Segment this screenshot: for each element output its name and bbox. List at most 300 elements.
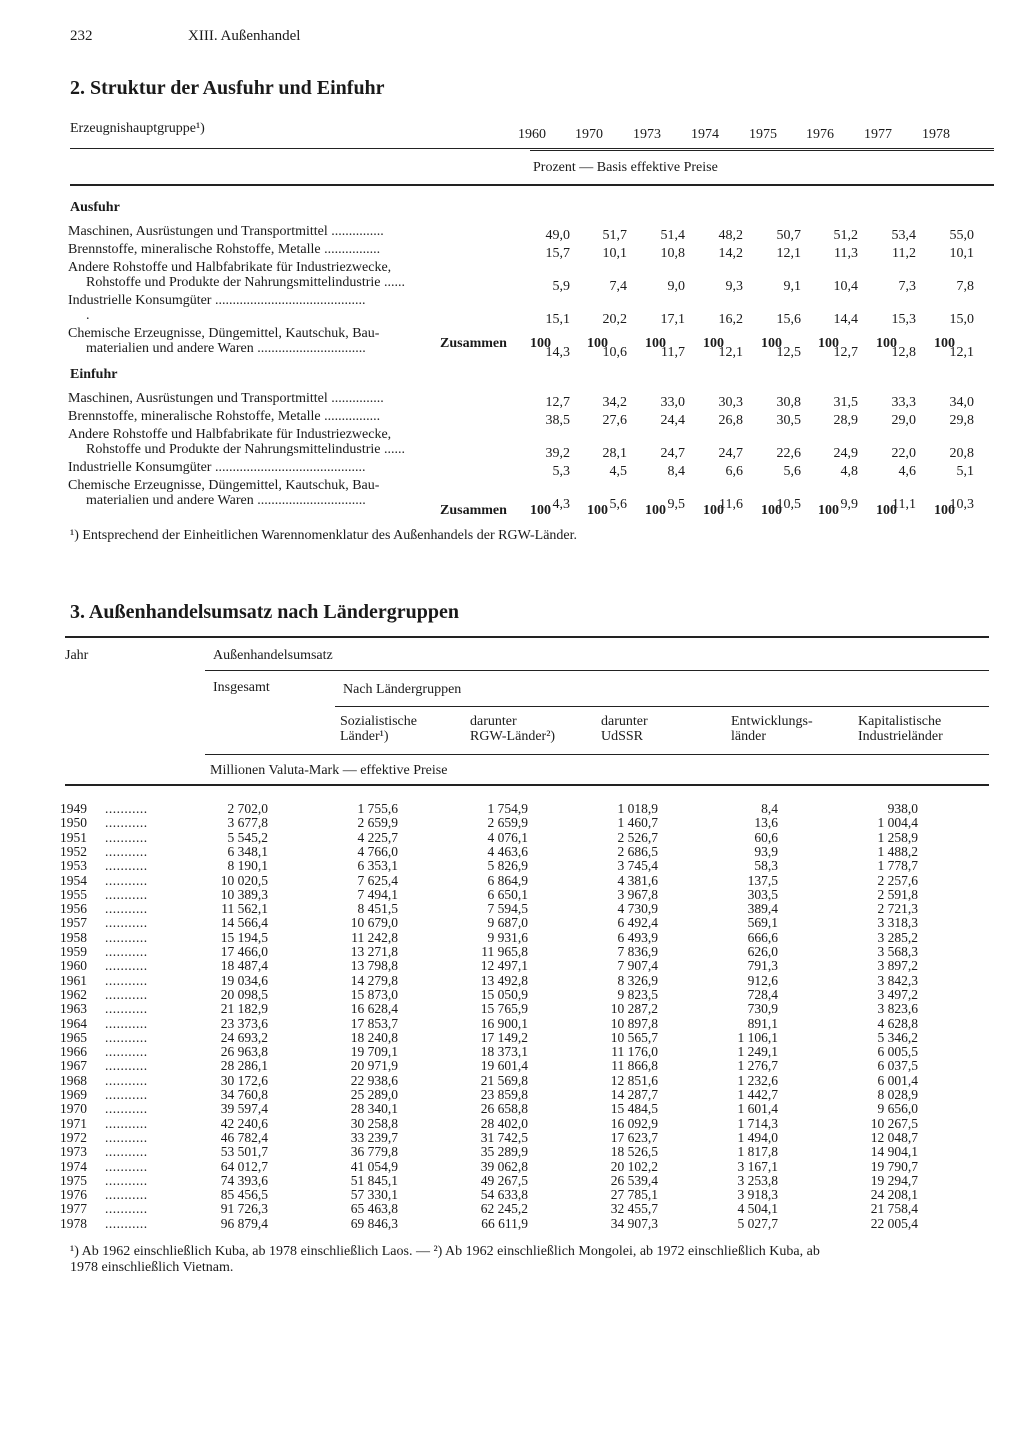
value-cell: 7 494,1 [357,886,398,902]
value-cell: 6 492,4 [617,915,658,931]
subheader-3: Entwicklungs- [731,714,813,729]
table-row [0,958,1024,972]
cell-value: 12,1 [949,345,974,360]
value-cell: 15 050,9 [480,986,528,1002]
value-cell: 1 601,4 [737,1101,778,1117]
cell-value: 6,6 [725,464,743,479]
cell-value: 15,3 [891,312,916,327]
total-value: 100 [645,336,666,351]
cell-value: 11,3 [834,246,858,261]
value-cell: 1 004,4 [877,815,918,831]
table-row [0,873,1024,887]
value-cell: 39 597,4 [220,1101,268,1117]
table-row [0,901,1024,915]
value-cell: 1 778,7 [877,858,918,874]
year-cell: 1956 [60,901,87,917]
table-row [0,1216,1024,1230]
year-cell: 1967 [60,1058,87,1074]
value-cell: 51 845,1 [350,1172,398,1188]
value-cell: 6 353,1 [357,858,398,874]
table3-unit: Millionen Valuta-Mark — effektive Preise [210,763,448,778]
year-header-1973: 1973 [633,127,661,142]
value-cell: 2 686,5 [617,843,658,859]
cell-value: 9,1 [783,279,801,294]
value-cell: 6 650,1 [487,886,528,902]
value-cell: 19 294,7 [870,1172,918,1188]
cell-value: 15,7 [545,246,570,261]
value-cell: 9 931,6 [487,929,528,945]
value-cell: 8 190,1 [227,858,268,874]
value-cell: 3 745,4 [617,858,658,874]
value-cell: 26 539,4 [610,1172,658,1188]
value-cell: 10 565,7 [610,1029,658,1045]
subheader-4: Industrieländer [858,729,943,744]
table-row [0,1016,1024,1030]
year-header-1970: 1970 [575,127,603,142]
value-cell: 6 864,9 [487,872,528,888]
value-cell: 4 628,8 [877,1015,918,1031]
leader-dots: ........... [105,843,148,859]
cell-value: 28,9 [833,413,858,428]
year-cell: 1954 [60,872,87,888]
cell-value: 10,3 [949,497,974,512]
value-cell: 3 285,2 [877,929,918,945]
table-row [0,830,1024,844]
value-cell: 2 659,9 [487,815,528,831]
chapter-title: XIII. Außenhandel [188,28,301,44]
value-cell: 3 568,3 [877,944,918,959]
cell-value: 11,7 [661,345,685,360]
value-cell: 85 456,5 [220,1187,268,1203]
value-cell: 9 687,0 [487,915,528,931]
cell-value: 8,4 [667,464,685,479]
table-row [0,987,1024,1001]
cell-value: 9,0 [667,279,685,294]
total-value: 100 [703,503,724,518]
subheader-3: länder [731,729,766,744]
value-cell: 21 182,9 [220,1001,268,1017]
value-cell: 1 460,7 [617,815,658,831]
cell-value: 9,5 [667,497,685,512]
year-header-1978: 1978 [922,127,950,142]
value-cell: 4 381,6 [617,872,658,888]
cell-value: 12,8 [891,345,916,360]
cell-value: 17,1 [660,312,685,327]
leader-dots: ........... [105,1187,148,1203]
table3-top-rule [65,636,989,638]
cell-value: 27,6 [602,413,627,428]
value-cell: 2 591,8 [877,886,918,902]
footnote-line: 1978 einschließlich Vietnam. [70,1260,234,1275]
cell-value: 4,8 [840,464,858,479]
total-value: 100 [530,503,551,518]
total-value: 100 [703,336,724,351]
leader-dots: ........... [105,886,148,902]
value-cell: 22 005,4 [870,1215,918,1231]
value-cell: 58,3 [754,858,778,874]
leader-dots: ........... [105,858,148,874]
value-cell: 23 373,6 [220,1015,268,1031]
value-cell: 8,4 [761,801,778,816]
value-cell: 16 628,4 [350,1001,398,1017]
cell-value: 29,8 [949,413,974,428]
table2-row-header: Erzeugnishauptgruppe¹) [70,121,205,136]
value-cell: 49 267,5 [480,1172,528,1188]
table-row [0,1058,1024,1072]
value-cell: 25 289,0 [350,1087,398,1102]
value-cell: 9 823,5 [617,986,658,1002]
cell-value: 11,1 [892,497,916,512]
year-cell: 1952 [60,843,87,859]
table-row [0,1187,1024,1201]
table-row [0,844,1024,858]
value-cell: 389,4 [747,901,778,917]
row-label: Maschinen, Ausrüstungen und Transportmittel ............... [68,391,384,406]
value-cell: 35 289,9 [480,1144,528,1160]
table-row [0,930,1024,944]
cell-value: 4,5 [609,464,627,479]
cell-value: 28,1 [602,446,627,461]
cell-value: 49,0 [545,228,570,243]
value-cell: 7 625,4 [357,872,398,888]
year-cell: 1976 [60,1187,87,1203]
year-cell: 1968 [60,1072,87,1088]
year-cell: 1962 [60,986,87,1002]
value-cell: 20 971,9 [350,1058,398,1074]
row-label: Maschinen, Ausrüstungen und Transportmittel ............... [68,224,384,239]
year-cell: 1958 [60,929,87,945]
value-cell: 34 907,3 [610,1215,658,1231]
value-cell: 1 018,9 [617,801,658,816]
value-cell: 19 790,7 [870,1158,918,1174]
cell-value: 31,5 [833,395,858,410]
value-cell: 4 766,0 [357,843,398,859]
value-cell: 33 239,7 [350,1129,398,1145]
value-cell: 91 726,3 [220,1201,268,1217]
leader-dots: ........... [105,972,148,988]
value-cell: 6 037,5 [877,1058,918,1074]
value-cell: 12 851,6 [610,1072,658,1088]
value-cell: 8 028,9 [877,1087,918,1102]
cell-value: 12,1 [776,246,801,261]
value-cell: 22 938,6 [350,1072,398,1088]
table2-footnote: ¹) Entsprechend der Einheitlichen Warennomenklatur des Außenhandels der RGW-Länder. [70,528,578,543]
total-value: 100 [587,336,608,351]
value-cell: 10 287,2 [610,1001,658,1017]
table-row [0,944,1024,958]
cell-value: 51,2 [833,228,858,243]
leader-dots: ........... [105,829,148,845]
value-cell: 26 658,8 [480,1101,528,1117]
cell-value: 30,3 [718,395,743,410]
value-cell: 13 492,8 [480,972,528,988]
cell-value: 48,2 [718,228,743,243]
year-cell: 1974 [60,1158,87,1174]
cell-value: 20,8 [949,446,974,461]
leader-dots: ........... [105,929,148,945]
year-cell: 1959 [60,944,87,959]
year-header-1976: 1976 [806,127,834,142]
value-cell: 96 879,4 [220,1215,268,1231]
value-cell: 93,9 [754,843,778,859]
leader-dots: ........... [105,1215,148,1231]
cell-value: 22,6 [776,446,801,461]
table3-col-umsatz: Außenhandelsumsatz [213,648,333,663]
year-cell: 1973 [60,1144,87,1160]
table-row [0,1159,1024,1173]
year-header-1960: 1960 [518,127,546,142]
cell-value: 9,3 [725,279,743,294]
table-row [0,1001,1024,1015]
table-row [0,1030,1024,1044]
leader-dots: ........... [105,872,148,888]
value-cell: 3 253,8 [737,1172,778,1188]
cell-value: 9,9 [840,497,858,512]
value-cell: 728,4 [747,986,778,1002]
value-cell: 18 526,5 [610,1144,658,1160]
total-value: 100 [761,336,782,351]
value-cell: 666,6 [747,929,778,945]
value-cell: 24 693,2 [220,1029,268,1045]
total-value: 100 [934,336,955,351]
cell-value: 12,1 [718,345,743,360]
value-cell: 28 340,1 [350,1101,398,1117]
value-cell: 15 194,5 [220,929,268,945]
year-cell: 1971 [60,1115,87,1131]
cell-value: 15,1 [545,312,570,327]
row-label: materialien und andere Waren ............................... [86,493,366,508]
year-header-1977: 1977 [864,127,892,142]
cell-value: 5,9 [552,279,570,294]
value-cell: 10 679,0 [350,915,398,931]
cell-value: 14,3 [545,345,570,360]
value-cell: 6 348,1 [227,843,268,859]
value-cell: 17 149,2 [480,1029,528,1045]
value-cell: 6 005,5 [877,1044,918,1060]
cell-value: 16,2 [718,312,743,327]
row-label: Chemische Erzeugnisse, Düngemittel, Kautschuk, Bau- [68,326,380,341]
cell-value: 33,3 [891,395,916,410]
table-row [0,915,1024,929]
cell-value: 24,7 [718,446,743,461]
value-cell: 30 172,6 [220,1072,268,1088]
cell-value: 24,7 [660,446,685,461]
total-label: Zusammen [440,336,507,351]
total-value: 100 [876,503,897,518]
value-cell: 14 279,8 [350,972,398,988]
value-cell: 19 034,6 [220,972,268,988]
cell-value: 30,5 [776,413,801,428]
value-cell: 19 601,4 [480,1058,528,1074]
leader-dots: ........... [105,1172,148,1188]
year-cell: 1953 [60,858,87,874]
table3-rule-unit [65,784,989,786]
value-cell: 26 963,8 [220,1044,268,1060]
value-cell: 54 633,8 [480,1187,528,1203]
value-cell: 8 451,5 [357,901,398,917]
value-cell: 1 488,2 [877,843,918,859]
cell-value: 51,7 [602,228,627,243]
value-cell: 4 225,7 [357,829,398,845]
table-row [0,1144,1024,1158]
table-row [0,815,1024,829]
leader-dots: ........... [105,1158,148,1174]
year-cell: 1970 [60,1101,87,1117]
value-cell: 14 566,4 [220,915,268,931]
value-cell: 730,9 [747,1001,778,1017]
cell-value: 26,8 [718,413,743,428]
total-value: 100 [645,503,666,518]
year-cell: 1965 [60,1029,87,1045]
value-cell: 569,1 [747,915,778,931]
cell-value: 14,4 [833,312,858,327]
value-cell: 21 758,4 [870,1201,918,1217]
leader-dots: ........... [105,1129,148,1145]
year-cell: 1955 [60,886,87,902]
value-cell: 18 240,8 [350,1029,398,1045]
year-cell: 1961 [60,972,87,988]
value-cell: 3 842,3 [877,972,918,988]
value-cell: 65 463,8 [350,1201,398,1217]
cell-value: 11,6 [719,497,743,512]
value-cell: 1 442,7 [737,1087,778,1102]
year-cell: 1960 [60,958,87,974]
table3-col-nach: Nach Ländergruppen [343,682,462,697]
year-cell: 1978 [60,1215,87,1231]
value-cell: 11 242,8 [351,929,398,945]
value-cell: 28 402,0 [480,1115,528,1131]
value-cell: 10 389,3 [220,886,268,902]
leader-dots: ........... [105,958,148,974]
value-cell: 15 765,9 [480,1001,528,1017]
value-cell: 1 276,7 [737,1058,778,1074]
leader-dots: ........... [105,1087,148,1102]
row-label: Andere Rohstoffe und Halbfabrikate für Industriezwecke, [68,260,392,275]
subheader-4: Kapitalistische [858,714,942,729]
value-cell: 3 823,6 [877,1001,918,1017]
year-cell: 1977 [60,1201,87,1217]
value-cell: 11 965,8 [481,944,528,959]
value-cell: 2 659,9 [357,815,398,831]
table-row [0,1087,1024,1101]
value-cell: 4 504,1 [737,1201,778,1217]
total-value: 100 [587,503,608,518]
table-row [0,801,1024,815]
page-number: 232 [70,28,93,44]
value-cell: 5 346,2 [877,1029,918,1045]
cell-value: 51,4 [660,228,685,243]
table-row [0,1101,1024,1115]
value-cell: 3 167,1 [737,1158,778,1174]
cell-value: 53,4 [891,228,916,243]
value-cell: 15 484,5 [610,1101,658,1117]
cell-value: 10,8 [660,246,685,261]
row-label: Rohstoffe und Produkte der Nahrungsmittelindustrie ...... [86,275,405,290]
leader-dots: ........... [105,986,148,1002]
table3-col-insgesamt: Insgesamt [213,680,270,695]
value-cell: 2 721,3 [877,901,918,917]
value-cell: 4 730,9 [617,901,658,917]
value-cell: 11 176,0 [611,1044,658,1060]
value-cell: 57 330,1 [350,1187,398,1203]
leader-dots: ........... [105,815,148,831]
value-cell: 19 709,1 [350,1044,398,1060]
leader-dots: ........... [105,1201,148,1217]
leader-dots: ........... [105,1029,148,1045]
cell-value: 15,6 [776,312,801,327]
value-cell: 3 497,2 [877,986,918,1002]
value-cell: 10 267,5 [870,1115,918,1131]
leader-dots: ........... [105,944,148,959]
section-heading-ausfuhr: Ausfuhr [70,200,120,215]
year-cell: 1957 [60,915,87,931]
value-cell: 8 326,9 [617,972,658,988]
value-cell: 14 904,1 [870,1144,918,1160]
cell-value: 20,2 [602,312,627,327]
cell-value: 7,8 [956,279,974,294]
subheader-1: darunter [470,714,517,729]
value-cell: 66 611,9 [481,1215,528,1231]
value-cell: 17 623,7 [610,1129,658,1145]
value-cell: 18 373,1 [480,1044,528,1060]
value-cell: 46 782,4 [220,1129,268,1145]
table-row [0,858,1024,872]
value-cell: 60,6 [754,829,778,845]
value-cell: 34 760,8 [220,1087,268,1102]
row-label: Industrielle Konsumgüter ........................................... [68,293,366,308]
value-cell: 891,1 [747,1015,778,1031]
value-cell: 3 677,8 [227,815,268,831]
cell-value: 4,3 [552,497,570,512]
row-label: Andere Rohstoffe und Halbfabrikate für Industriezwecke, [68,427,392,442]
cell-value: 5,3 [552,464,570,479]
value-cell: 14 287,7 [610,1087,658,1102]
value-cell: 791,3 [747,958,778,974]
value-cell: 62 245,2 [480,1201,528,1217]
cell-value: 30,8 [776,395,801,410]
cell-value: 10,1 [602,246,627,261]
cell-value: 14,2 [718,246,743,261]
value-cell: 13 798,8 [350,958,398,974]
value-cell: 5 545,2 [227,829,268,845]
value-cell: 2 257,6 [877,872,918,888]
year-header-1975: 1975 [749,127,777,142]
leader-dots: ........... [105,1058,148,1074]
value-cell: 938,0 [887,801,918,816]
value-cell: 3 897,2 [877,958,918,974]
leader-dots: ........... [105,901,148,917]
cell-value: 5,1 [956,464,974,479]
table-row [0,1073,1024,1087]
cell-value: 50,7 [776,228,801,243]
total-value: 100 [818,336,839,351]
table-row [0,1130,1024,1144]
value-cell: 27 785,1 [610,1187,658,1203]
year-cell: 1964 [60,1015,87,1031]
row-label: Brennstoffe, mineralische Rohstoffe, Metalle ................ [68,409,381,424]
value-cell: 6 493,9 [617,929,658,945]
subheader-1: RGW-Länder²) [470,729,556,744]
cell-value: 7,4 [609,279,627,294]
value-cell: 42 240,6 [220,1115,268,1131]
cell-value: 34,0 [949,395,974,410]
cell-value: 7,3 [898,279,916,294]
cell-value: 39,2 [545,446,570,461]
table2-header-rule-2 [530,150,994,151]
cell-value: 12,5 [776,345,801,360]
leader-dots: ........... [105,915,148,931]
value-cell: 1 755,6 [357,801,398,816]
